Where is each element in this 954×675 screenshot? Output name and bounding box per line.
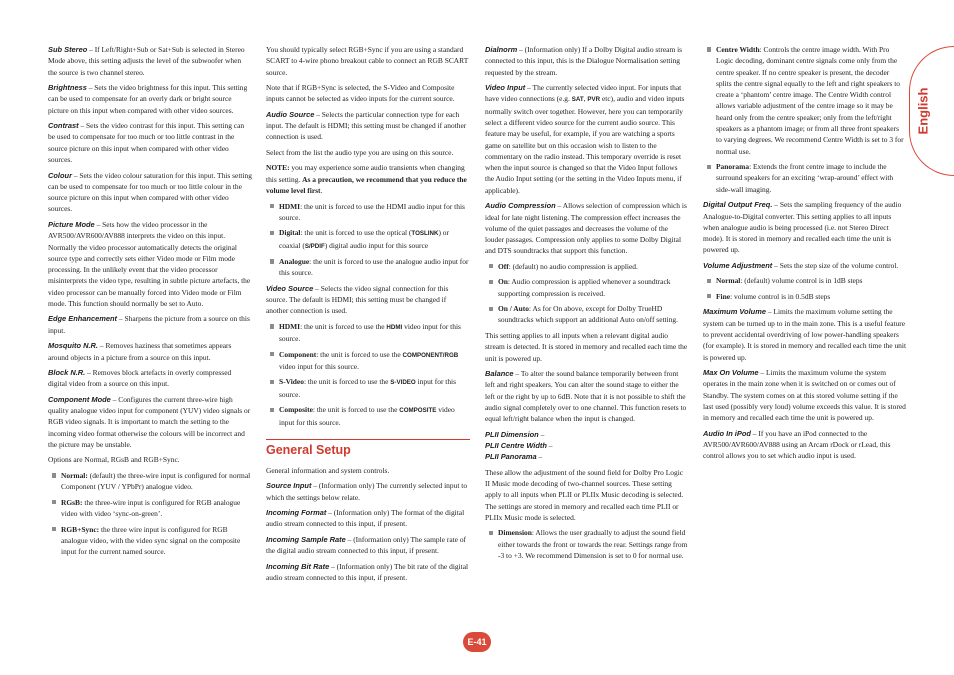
volume-adjustment-para: Volume Adjustment – Sets the step size of the volume control. bbox=[703, 260, 899, 270]
balance-para: Balance – To alter the sound balance temporarily between front left and right speakers. You can alter the sound stage to either the left or the right by up to 6dB. Note that it is not possible to shift the audio signal completely over to one channel. This function resets to equal left/right balance when the input is changed. bbox=[485, 369, 687, 424]
audio-compression-para: Audio Compression – Allows selection of compression which is ideal for late night listening. The compression effect increases the volume of the quiet passages and decreases the volume of the louder passages. Compression only applies to some Dolby Digital and DTS soundtracks that support this function. bbox=[485, 201, 687, 256]
edge-enhancement-para: Edge Enhancement – Sharpens the picture from a source on this input. bbox=[48, 314, 250, 335]
note-para: NOTE: you may experience some audio transients when changing this setting. As a precaution, we recommend that you reduce the volume level first. bbox=[266, 163, 467, 196]
video-svideo-item: S-Video: the unit is forced to use the S-VIDEO input for this source. bbox=[266, 376, 470, 400]
incoming-sample-rate-para: Incoming Sample Rate – (Information only) The sample rate of the digital audio stream connected to this input, if present. bbox=[266, 534, 467, 556]
rgb-sync-advice: You should typically select RGB+Sync if you are using a standard SCART to 4-wire phono breakout cable to connect an RGB SCART source. bbox=[266, 45, 469, 77]
column-4 bbox=[703, 44, 906, 466]
brightness-para: Brightness – Sets the video brightness for this input. This setting can be used to compensate for an overly dark or bright source picture on this input when compared with other video sources. bbox=[48, 83, 248, 115]
dimension-item: Dimension: Allows the user gradually to adjust the sound field either towards the front or towards the rear. Settings range from -3 to +3. We recommend Dimension is set to 0 for normal use. bbox=[485, 527, 688, 561]
column-2 bbox=[266, 44, 470, 587]
plii-settings-group: PLII Dimension – PLII Centre Width – PLII Panorama – bbox=[485, 429, 553, 462]
options-intro: Options are Normal, RGsB and RGB+Sync. bbox=[48, 455, 180, 465]
block-nr-para: Block N.R. – Removes block artefacts in overly compressed digital video from a source on this input. bbox=[48, 368, 232, 389]
dialnorm-para: Dialnorm – (Information only) If a Dolby Digital audio stream is connected to this input, this is the Dialogue Normalisation setting requested by the stream. bbox=[485, 45, 683, 77]
compression-off-item: Off: (default) no audio compression is applied. bbox=[485, 261, 688, 272]
compression-on-auto-item: On / Auto: As for On above, except for Dolby TrueHD soundtracks which support an additional Auto on/off setting. bbox=[485, 303, 688, 326]
compression-memory-para: This setting applies to all inputs when a relevant digital audio stream is detected. It is stored in memory and recalled each time the unit is powered up. bbox=[485, 330, 688, 363]
max-on-volume-para: Max On Volume – Limits the maximum volume the system operates in the main zone when it is switched on or comes out of Standby. The system comes on at this stored volume setting if the last used (possibly very loud) volume exceeds this value. It is stored in memory and recalled each time the unit is powered up. bbox=[703, 368, 906, 423]
option-rgb-sync: RGB+Sync: the three wire input is configured for RGB analogue video, with the video sync signal on the composite input for the current named source. bbox=[48, 524, 252, 558]
sub-stereo-para: Sub Stereo – If Left/Right+Sub or Sat+Sub is selected in Stereo Mode above, this setting adjusts the level of the subwoofer when the source is two channel stereo. bbox=[48, 45, 245, 77]
audio-digital-item: Digital: the unit is forced to use the optical (TOSLINK) or coaxial (S/PDIF) digital audio input for this source bbox=[266, 227, 470, 252]
incoming-format-para: Incoming Format – (Information only) The format of the digital audio stream connected to this input, if present. bbox=[266, 508, 465, 529]
column-1 bbox=[48, 44, 252, 562]
colour-para: Colour – Sets the video colour saturation for this input. This setting can be used to compensate for too much or too little colour in the source picture on this input when compared with other video sources. bbox=[48, 170, 252, 214]
compression-on-item: On: Audio compression is applied whenever a soundtrack supporting compression is received. bbox=[485, 276, 688, 299]
panorama-item: Panorama: Extends the front centre image to include the surround speakers for an exciting ‘wrap-around’ effect with side-wall imaging. bbox=[703, 161, 906, 195]
incoming-bit-rate-para: Incoming Bit Rate – (Information only) The bit rate of the digital audio stream connected to this input, if present. bbox=[266, 561, 469, 582]
video-composite-item: Composite: the unit is forced to use the COMPOSITE video input for this source. bbox=[266, 404, 470, 428]
option-rgsb: RGsB: the three-wire input is configured for RGB analogue video with video ‘sync-on-green’. bbox=[48, 497, 252, 520]
general-setup-heading: General Setup bbox=[266, 439, 470, 457]
source-input-para: Source Input – (Information only) The currently selected input to which the settings below relate. bbox=[266, 481, 468, 502]
language-tab-label: English bbox=[915, 87, 931, 135]
language-tab bbox=[909, 46, 954, 176]
contrast-para: Contrast – Sets the video contrast for this input. This setting can be used to compensate for too much or too little contrast in the source picture on this input when compared with other video sources. bbox=[48, 121, 245, 165]
audio-in-ipod-para: Audio In iPod – If you have an iPod connected to the AVR500/AVR600/AV888 using an Arcam rDock or rLead, this control allows you to set which audio input is used. bbox=[703, 428, 891, 461]
maximum-volume-para: Maximum Volume – Limits the maximum volume setting the system can be turned up to in the main zone. This is a useful feature to prevent accidental overdriving of low power-handling speakers (for example). It is stored in memory and recalled each time the unit is powered up. bbox=[703, 307, 907, 362]
rgb-sync-note: Note that if RGB+Sync is selected, the S-Video and Composite inputs cannot be selected as video inputs for the current source. bbox=[266, 83, 455, 104]
audio-analogue-item: Analogue: the unit is forced to use the analogue audio input for this source. bbox=[266, 256, 470, 279]
digital-output-freq-para: Digital Output Freq. – Sets the sampling frequency of the audio Analogue-to-Digital converter. This setting applies to all inputs when analogue audio is being processed (i.e. not Stereo Direct mode). It is stored in memory and recalled each time the unit is powered up. bbox=[703, 200, 902, 255]
audio-type-para: Select from the list the audio type you are using on this source. bbox=[266, 147, 454, 157]
audio-hdmi-item: HDMI: the unit is forced to use the HDMI audio input for this source. bbox=[266, 201, 470, 224]
video-source-para: Video Source – Selects the video signal connection for this source. The default is HDMI; this setting must be changed if another connection is used. bbox=[266, 283, 449, 316]
option-normal: Normal: (default) the three-wire input is configured for normal Component (YUV / YPbPr) analogue video. bbox=[48, 470, 252, 493]
component-mode-para: Component Mode – Configures the current three-wire high quality analogue video input for component (YUV) video signals or RGB video signals. It is important to match the setting to the incoming video format otherwise the colours will be incorrect and the picture may be unstable. bbox=[48, 394, 251, 449]
video-input-para: Video Input – The currently selected video input. For inputs that have video connections (e.g. SAT, PVR etc), audio and video inputs normally switch over together. However, here you can temporarily select a different video source for the current audio source. This feature may be useful, for example, if you are watching a sports game on satellite but on this occasion wish to listen to the commentary on the radio instead. This temporary override is reset when the input source is changed so that the Video Input follows the Audio Input setting (or the setting in the Video Inputs menu, if applicable). bbox=[485, 83, 685, 195]
mosquito-nr-para: Mosquito N.R. – Removes haziness that sometimes appears around objects in a picture from a source on this input. bbox=[48, 341, 232, 362]
video-component-item: Component: the unit is forced to use the COMPONENT/RGB video input for this source. bbox=[266, 349, 470, 373]
volume-normal-item: Normal: (default) volume control is in 1dB steps bbox=[703, 275, 906, 286]
column-3 bbox=[485, 44, 688, 566]
general-setup-intro: General information and system controls. bbox=[266, 465, 390, 475]
page-number-badge: E-41 bbox=[463, 632, 491, 652]
audio-source-para: Audio Source – Selects the particular connection type for each input. The default is HDMI; this setting must be changed if another connection is used. bbox=[266, 109, 467, 142]
centre-width-item: Centre Width: Controls the centre image width. With Pro Logic decoding, dominant centre signals come only from the centre speaker. If no centre speaker is present, the decoder splits the centre signal equally to the left and right speakers to create a ‘phantom’ centre image. The Centre Width control allows variable adjustment of the centre image so it may be heard only from the centre speaker; only from the left/right speakers as a phantom image; or from all three front speakers to varying degrees. We recommend Centre Width is set to 3 for normal use. bbox=[703, 44, 906, 157]
picture-mode-para: Picture Mode – Sets how the video processor in the AVR500/AVR600/AV888 interprets the video on this input. Normally the video processor automatically detects the original source type and correctly sets either Video mode or Film mode processing. In the unlikely event that the video processor misinterprets the video type, resulting in subtle picture artefacts, the video processor can be manually forced into Video mode or Film mode. This function should normally be set to Auto. bbox=[48, 219, 251, 308]
plii-description: These allow the adjustment of the sound field for Dolby Pro Logic II Music mode decoding of two-channel sources. These setting apply to all inputs when PLII or PLIIx Music decoding is selected. The settings are stored in memory and recalled each time PLII or PLIIx Music mode is selected. bbox=[485, 467, 684, 522]
video-hdmi-item: HDMI: the unit is forced to use the HDMI video input for this source. bbox=[266, 321, 470, 345]
volume-fine-item: Fine: volume control is in 0.5dB steps bbox=[703, 291, 906, 302]
